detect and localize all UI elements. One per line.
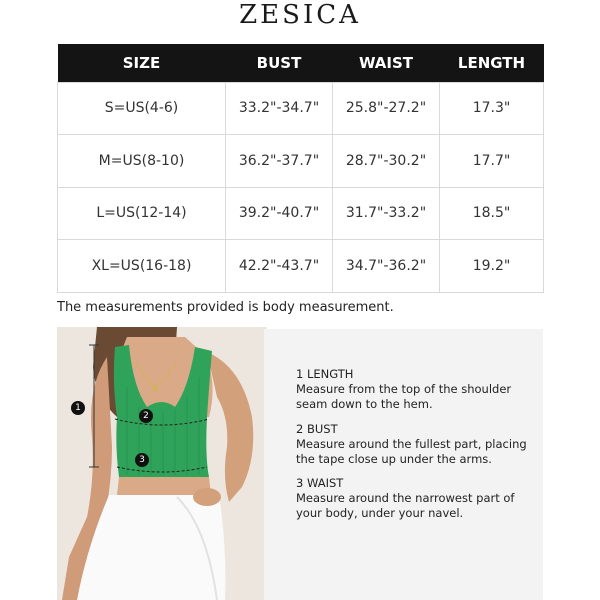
instruction-title: 1 LENGTH [296, 367, 354, 381]
instruction-waist [296, 476, 536, 521]
measurement-note: The measurements provided is body measurement. [57, 300, 394, 315]
table-header-row [58, 44, 544, 82]
cell-length: 19.2" [440, 240, 544, 293]
cell-waist: 34.7"-36.2" [333, 240, 440, 293]
instruction-title: 2 BUST [296, 422, 338, 436]
marker-bust: 2 [139, 409, 153, 423]
table-row [58, 82, 544, 135]
measurement-instructions-panel [264, 329, 543, 600]
instruction-desc: Measure around the fullest part, placing the tape close up under the arms. [296, 437, 527, 466]
cell-length: 17.3" [440, 82, 544, 135]
model-illustration [57, 327, 267, 600]
size-chart-table [57, 44, 544, 293]
marker-waist: 3 [135, 453, 149, 467]
marker-length: 1 [71, 401, 85, 415]
cell-waist: 28.7"-30.2" [333, 135, 440, 188]
header-length: LENGTH [440, 44, 544, 82]
instruction-title: 3 WAIST [296, 476, 344, 490]
header-size: SIZE [58, 44, 226, 82]
brand-logo: ZESICA [239, 0, 361, 30]
cell-waist: 31.7"-33.2" [333, 187, 440, 240]
instruction-desc: Measure around the narrowest part of your body, under your navel. [296, 491, 515, 520]
cell-length: 18.5" [440, 187, 544, 240]
instruction-desc: Measure from the top of the shoulder seam down to the hem. [296, 382, 512, 411]
cell-bust: 39.2"-40.7" [226, 187, 333, 240]
cell-size: M=US(8-10) [58, 135, 226, 188]
table-row [58, 187, 544, 240]
instruction-length [296, 367, 536, 412]
model-photo [57, 327, 267, 600]
cell-size: XL=US(16-18) [58, 240, 226, 293]
header-bust: BUST [226, 44, 333, 82]
table-row [58, 240, 544, 293]
cell-size: S=US(4-6) [58, 82, 226, 135]
cell-length: 17.7" [440, 135, 544, 188]
cell-size: L=US(12-14) [58, 187, 226, 240]
cell-bust: 36.2"-37.7" [226, 135, 333, 188]
cell-waist: 25.8"-27.2" [333, 82, 440, 135]
header-waist: WAIST [333, 44, 440, 82]
cell-bust: 42.2"-43.7" [226, 240, 333, 293]
table-row [58, 135, 544, 188]
instruction-bust [296, 422, 536, 467]
cell-bust: 33.2"-34.7" [226, 82, 333, 135]
